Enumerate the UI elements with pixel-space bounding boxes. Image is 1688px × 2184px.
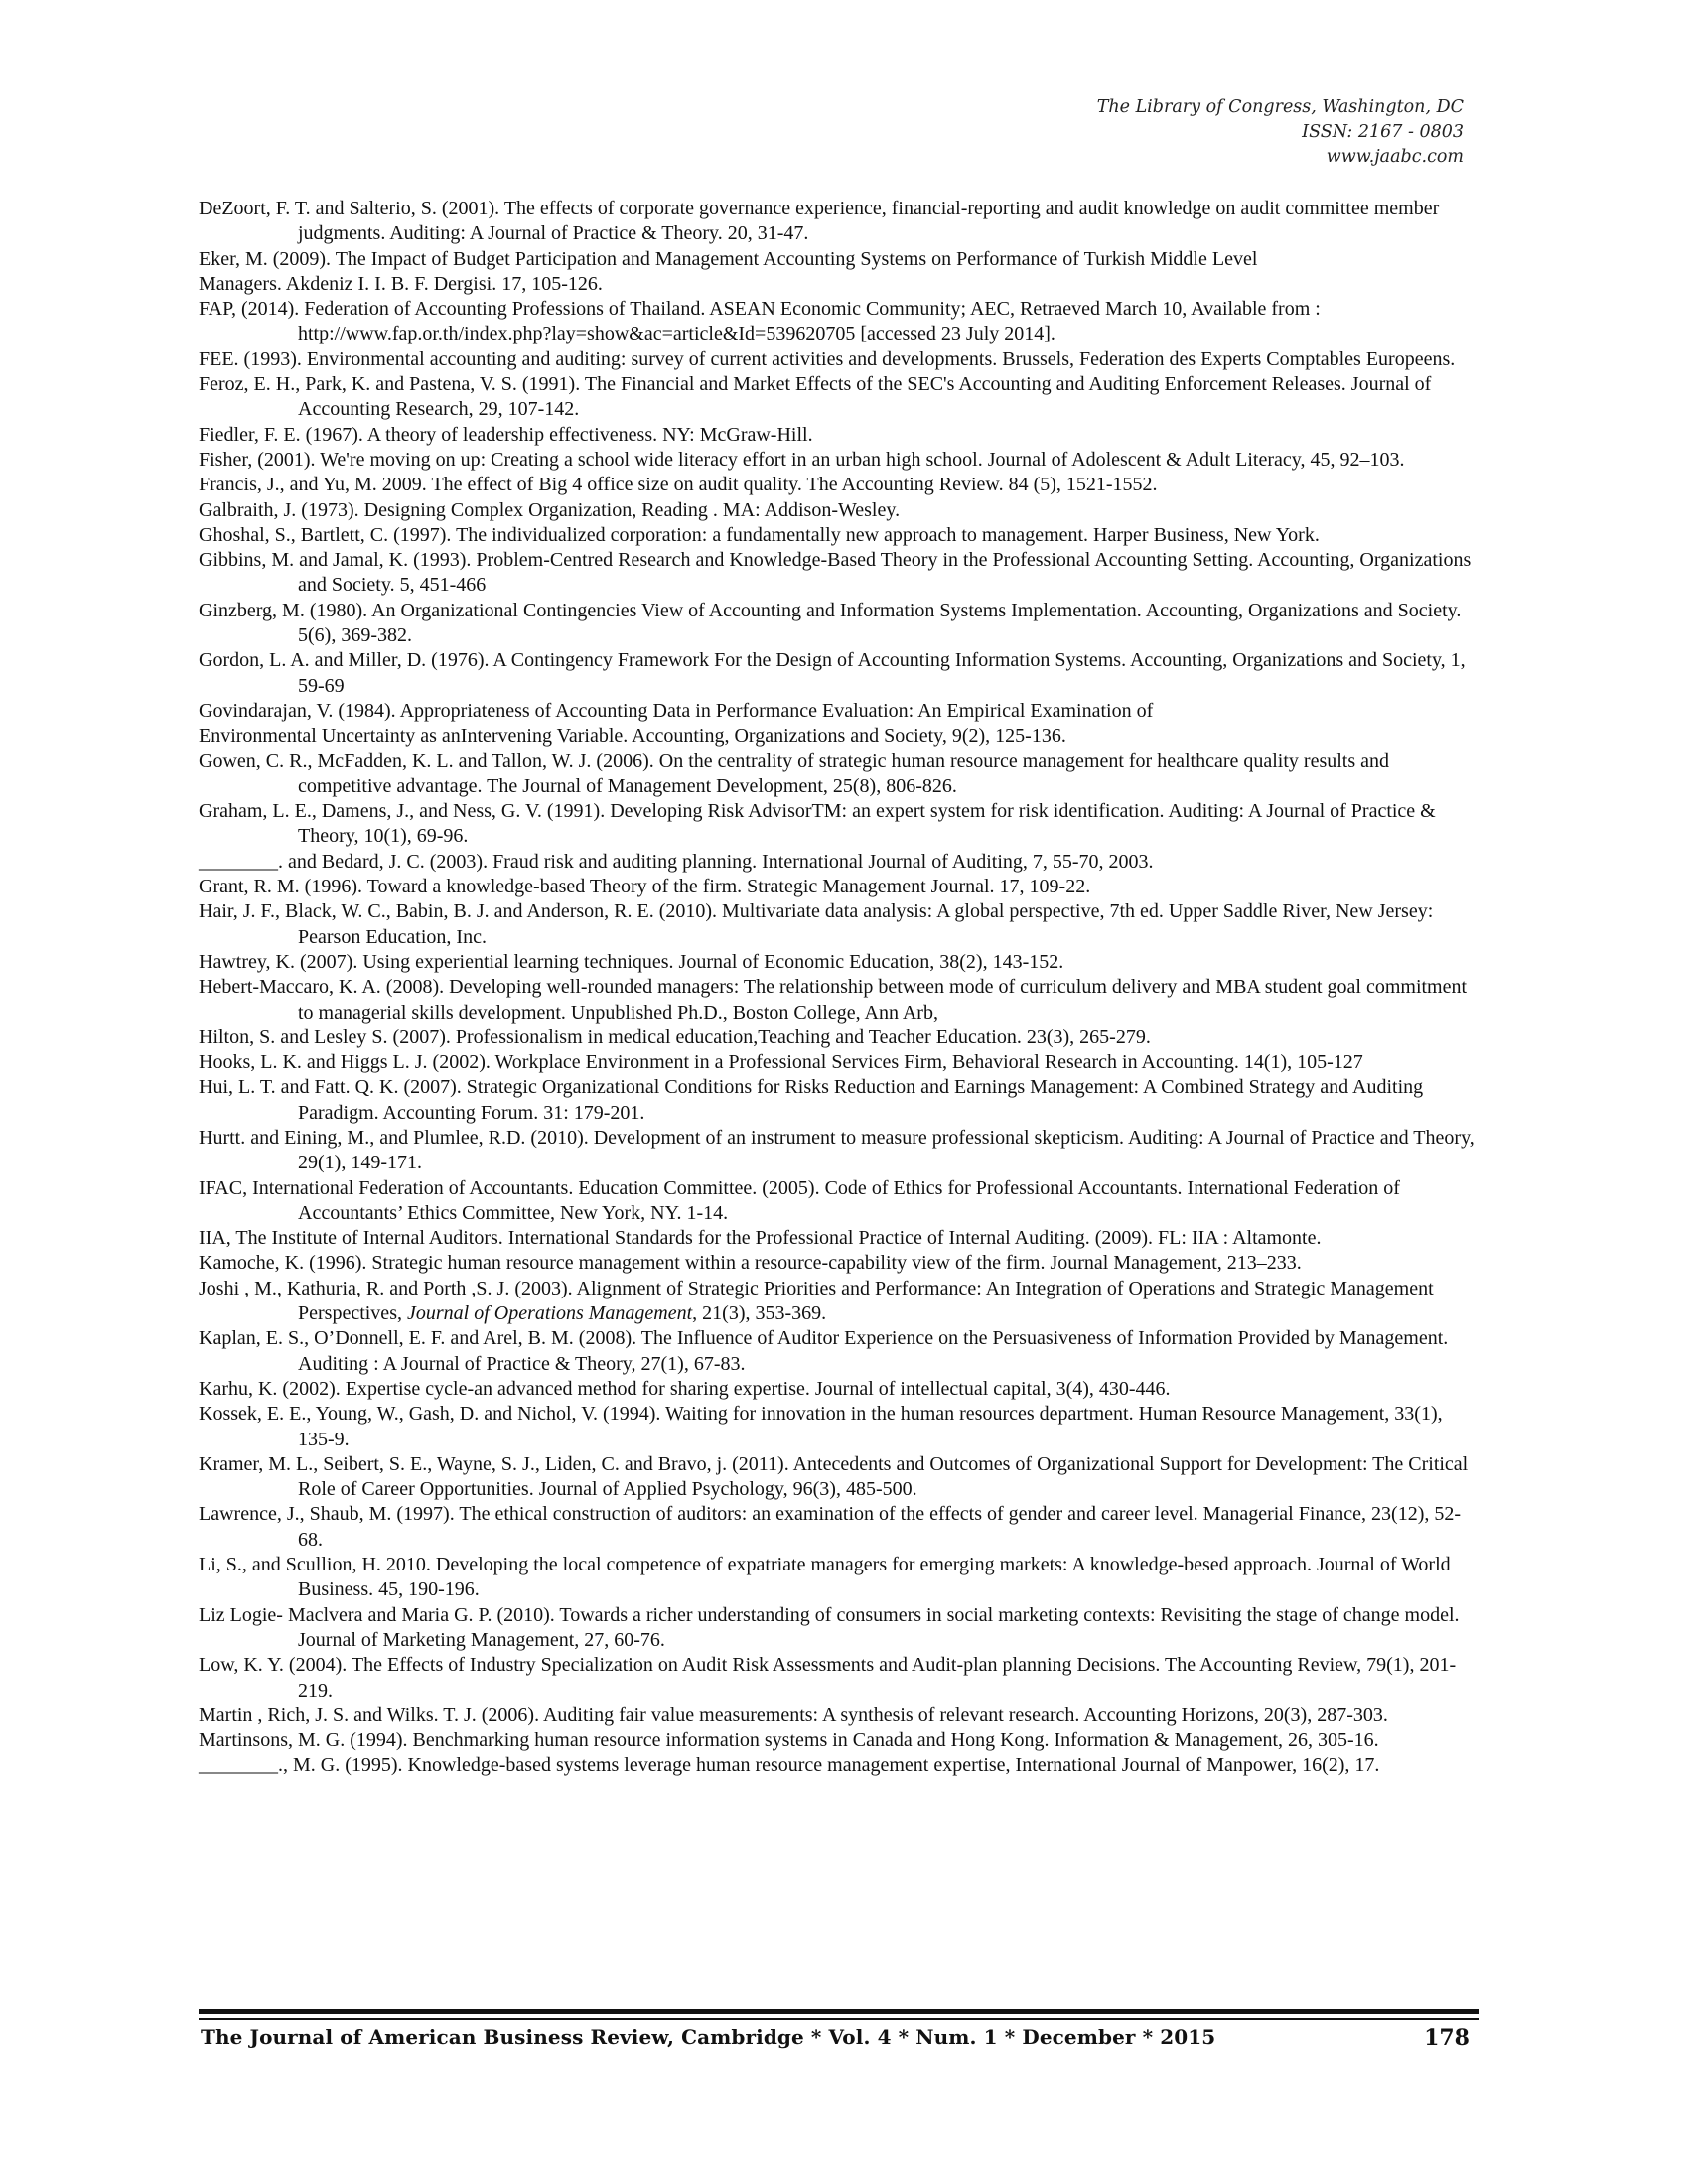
footer-rule-thin: [199, 2018, 1479, 2020]
reference-entry: Hawtrey, K. (2007). Using experiential learning techniques. Journal of Economic Education, 38(2), 143-152.: [199, 950, 1064, 973]
reference-text: , 21(3), 353-369.: [692, 1302, 827, 1325]
reference-entry: Gowen, C. R., McFadden, K. L. and Tallon, W. J. (2006). On the centrality of strategic human resource management for healthcare quality results and competitive advantage. The Journal of Management Development, 25(8), 806-826.: [199, 750, 1390, 797]
reference-entry: Hurtt. and Eining, M., and Plumlee, R.D. (2010). Development of an instrument to measure professional skepticism. Auditing: A Journal of Practice and Theory, 29(1), 149-171.: [199, 1126, 1475, 1174]
reference-entry: Gibbins, M. and Jamal, K. (1993). Problem-Centred Research and Knowledge-Based Theory in the Professional Accounting Setting. Accounting, Organizations and Society. 5, 451-466: [199, 549, 1472, 597]
reference-entry: Hebert-Maccaro, K. A. (2008). Developing well-rounded managers: The relationship between mode of curriculum delivery and MBA student goal commitment to managerial skills development. Unpublished Ph.D., Boston College, Ann Arb,: [199, 976, 1468, 1024]
page-number: 178: [1424, 2025, 1470, 2051]
footer-rule-thick: [199, 2009, 1479, 2014]
reference-journal-italic: Journal of Operations Management: [406, 1302, 693, 1325]
reference-entry: Fiedler, F. E. (1967). A theory of leadership effectiveness. NY: McGraw-Hill.: [199, 423, 813, 446]
reference-entry: Gordon, L. A. and Miller, D. (1976). A Contingency Framework For the Design of Accounting Information Systems. Accounting, Organizations and Society, 1, 59-69: [199, 649, 1466, 697]
header-issn: ISSN: 2167 - 0803: [1302, 122, 1464, 142]
reference-list: [199, 197, 1479, 1779]
reference-entry: Hilton, S. and Lesley S. (2007). Professionalism in medical education,Teaching and Teacher Education. 23(3), 265-279.: [199, 1025, 1151, 1048]
running-header: [1097, 95, 1464, 170]
reference-entry: Hui, L. T. and Fatt. Q. K. (2007). Strategic Organizational Conditions for Risks Reduction and Earnings Management: A Combined Strategy and Auditing Paradigm. Accounting Forum. 31: 179-201.: [199, 1076, 1424, 1124]
reference-entry: Graham, L. E., Damens, J., and Ness, G. V. (1991). Developing Risk AdvisorTM: an expert system for risk identification. Auditing: A Journal of Practice & Theory, 10(1), 69-96.: [199, 800, 1436, 848]
reference-entry: Fisher, (2001). We're moving on up: Creating a school wide literacy effort in an urban high school. Journal of Adolescent & Adult Literacy, 45, 92–103.: [199, 448, 1405, 471]
reference-entry: Francis, J., and Yu, M. 2009. The effect of Big 4 office size on audit quality. The Accounting Review. 84 (5), 1521-1552.: [199, 474, 1158, 496]
reference-entry: [199, 1277, 1479, 1327]
reference-entry: ________. and Bedard, J. C. (2003). Fraud risk and auditing planning. International Journal of Auditing, 7, 55-70, 2003.: [199, 850, 1154, 873]
reference-entry: ________., M. G. (1995). Knowledge-based systems leverage human resource management expertise, International Journal of Manpower, 16(2), 17.: [199, 1754, 1380, 1777]
reference-entry: Lawrence, J., Shaub, M. (1997). The ethical construction of auditors: an examination of the effects of gender and career level. Managerial Finance, 23(12), 52-68.: [199, 1503, 1462, 1551]
reference-entry: Ginzberg, M. (1980). An Organizational Contingencies View of Accounting and Information Systems Implementation. Accounting, Organizations and Society. 5(6), 369-382.: [199, 599, 1462, 647]
reference-entry: Kramer, M. L., Seibert, S. E., Wayne, S. J., Liden, C. and Bravo, j. (2011). Antecedents and Outcomes of Organizational Support for Development: The Critical Role of Career Opportunities. Journal of Applied Psychology, 96(3), 485-500.: [199, 1452, 1469, 1501]
reference-entry: Kossek, E. E., Young, W., Gash, D. and Nichol, V. (1994). Waiting for innovation in the human resources department. Human Resource Management, 33(1), 135-9.: [199, 1403, 1443, 1450]
reference-entry: Kamoche, K. (1996). Strategic human resource management within a resource-capability view of the firm. Journal Management, 213–233.: [199, 1252, 1302, 1275]
reference-entry: FEE. (1993). Environmental accounting and auditing: survey of current activities and developments. Brussels, Federation des Experts Comptables Europeens.: [199, 347, 1456, 370]
reference-entry-line: Environmental Uncertainty as anIntervening Variable. Accounting, Organizations and Society, 9(2), 125-136.: [199, 725, 1066, 748]
reference-entry: IFAC, International Federation of Accountants. Education Committee. (2005). Code of Ethics for Professional Accountants. International Federation of Accountants’ Ethics Committee, New York, NY. 1-14.: [199, 1176, 1400, 1224]
reference-entry: IIA, The Institute of Internal Auditors. International Standards for the Professional Practice of Internal Auditing. (2009). FL: IIA : Altamonte.: [199, 1227, 1322, 1250]
reference-entry: FAP, (2014). Federation of Accounting Professions of Thailand. ASEAN Economic Community; AEC, Retraeved March 10, Available from : http://www.fap.or.th/index.php?lay=show&ac=article&Id=539620705 [accessed 23 July 2014].: [199, 298, 1321, 345]
reference-entry: Martin , Rich, J. S. and Wilks. T. J. (2006). Auditing fair value measurements: A synthesis of relevant research. Accounting Horizons, 20(3), 287-303.: [199, 1704, 1388, 1726]
reference-entry-line: Managers. Akdeniz I. I. B. F. Dergisi. 17, 105-126.: [199, 272, 603, 295]
header-institution: The Library of Congress, Washington, DC: [1096, 97, 1464, 117]
reference-entry: Ghoshal, S., Bartlett, C. (1997). The individualized corporation: a fundamentally new approach to management. Harper Business, New York.: [199, 523, 1320, 546]
reference-entry: Hooks, L. K. and Higgs L. J. (2002). Workplace Environment in a Professional Services Firm, Behavioral Research in Accounting. 14(1), 105-127: [199, 1051, 1363, 1074]
header-website: www.jaabc.com: [1326, 147, 1464, 167]
reference-entry-line: Govindarajan, V. (1984). Appropriateness of Accounting Data in Performance Evaluation: An Empirical Examination of: [199, 699, 1154, 722]
reference-entry: Grant, R. M. (1996). Toward a knowledge-based Theory of the firm. Strategic Management Journal. 17, 109-22.: [199, 876, 1091, 898]
reference-entry: Hair, J. F., Black, W. C., Babin, B. J. and Anderson, R. E. (2010). Multivariate data analysis: A global perspective, 7th ed. Upper Saddle River, New Jersey: Pearson Education, Inc.: [199, 900, 1434, 948]
reference-entry: Galbraith, J. (1973). Designing Complex Organization, Reading . MA: Addison-Wesley.: [199, 498, 901, 521]
reference-entry: Feroz, E. H., Park, K. and Pastena, V. S. (1991). The Financial and Market Effects of the SEC's Accounting and Auditing Enforcement Releases. Journal of Accounting Research, 29, 107-142.: [199, 373, 1432, 421]
footer-journal-citation: The Journal of American Business Review, Cambridge * Vol. 4 * Num. 1 * December * 2015: [201, 2025, 1216, 2049]
reference-entry: Kaplan, E. S., O’Donnell, E. F. and Arel, B. M. (2008). The Influence of Auditor Experience on the Persuasiveness of Information Provided by Management. Auditing : A Journal of Practice & Theory, 27(1), 67-83.: [199, 1327, 1449, 1375]
reference-entry: Low, K. Y. (2004). The Effects of Industry Specialization on Audit Risk Assessments and Audit-plan planning Decisions. The Accounting Review, 79(1), 201-219.: [199, 1654, 1457, 1702]
reference-entry: Karhu, K. (2002). Expertise cycle-an advanced method for sharing expertise. Journal of intellectual capital, 3(4), 430-446.: [199, 1377, 1171, 1400]
reference-text: Joshi , M., Kathuria, R. and Porth ,S. J. (2003). Alignment of Strategic Priorities and Performance: An Integration of Operations and Strategic Management Perspectives,: [199, 1277, 1434, 1325]
reference-entry: Martinsons, M. G. (1994). Benchmarking human resource information systems in Canada and Hong Kong. Information & Management, 26, 305-16.: [199, 1729, 1379, 1752]
reference-entry: DeZoort, F. T. and Salterio, S. (2001). The effects of corporate governance experience, financial-reporting and audit knowledge on audit committee member judgments. Auditing: A Journal of Practice & Theory. 20, 31-47.: [199, 198, 1440, 245]
reference-entry: Liz Logie- Maclvera and Maria G. P. (2010). Towards a richer understanding of consumers in social marketing contexts: Revisiting the stage of change model. Journal of Marketing Management, 27, 60-76.: [199, 1603, 1460, 1651]
reference-entry: Li, S., and Scullion, H. 2010. Developing the local competence of expatriate managers for emerging markets: A knowledge-besed approach. Journal of World Business. 45, 190-196.: [199, 1554, 1451, 1601]
reference-entry-line: Eker, M. (2009). The Impact of Budget Participation and Management Accounting Systems on Performance of Turkish Middle Level: [199, 247, 1258, 270]
